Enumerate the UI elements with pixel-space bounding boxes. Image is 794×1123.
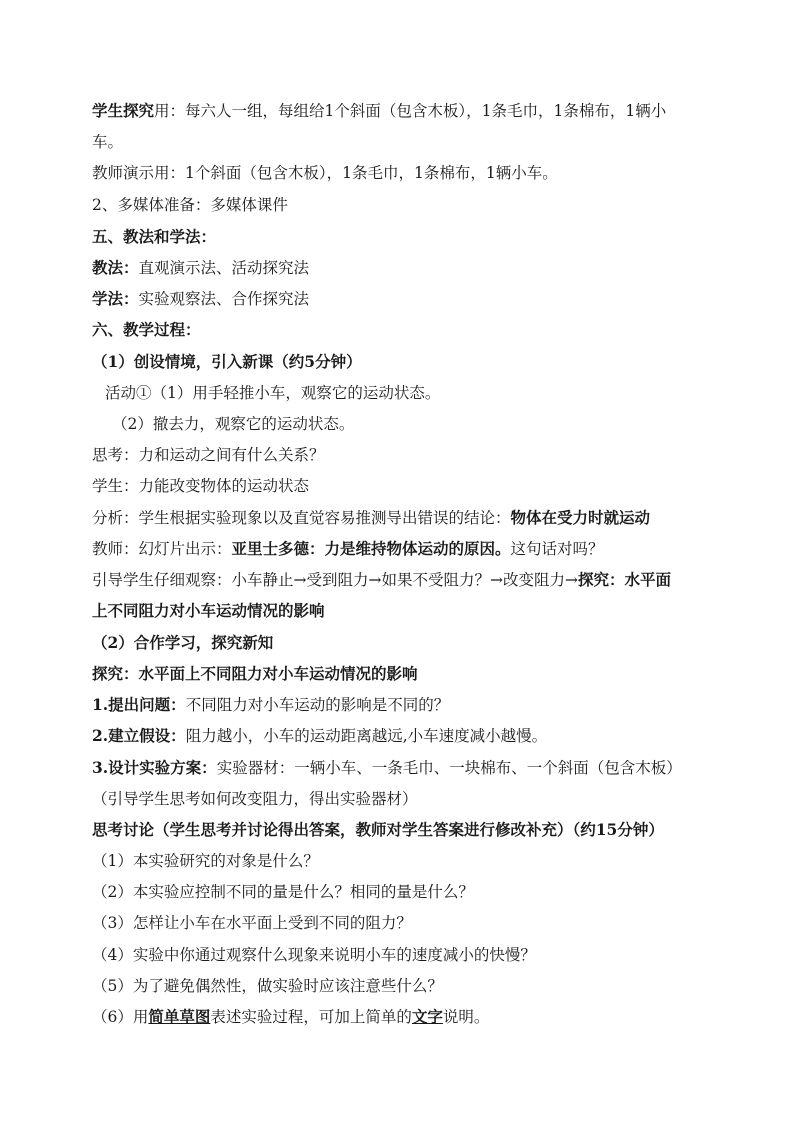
aristotle-quote: 亚里士多德：力是维持物体运动的原因。 <box>231 539 511 558</box>
explore-heading: 探究：水平面上不同阻力对小车运动情况的影响 <box>92 664 418 683</box>
question-6-pre: （6）用 <box>92 1008 149 1026</box>
learning-method-line <box>92 289 309 309</box>
student-label: 学生探究 <box>92 101 155 120</box>
discussion-heading: 思考讨论（学生思考并讨论得出答案，教师对学生答案进行修改补充）（约15分钟） <box>92 820 664 839</box>
hypothesis-line <box>92 726 547 746</box>
design-text: 实验器材：一辆小车、一条毛巾、一块棉布、一个斜面（包含木板） <box>216 759 682 777</box>
question-6-post: 说明。 <box>442 1008 490 1026</box>
student-answer-line: 学生：力能改变物体的运动状态 <box>92 477 310 495</box>
think-line: 思考：力和运动之间有什么关系？ <box>92 446 325 464</box>
question-3: （3）怎样让小车在水平面上受到不同的阻力？ <box>92 914 412 932</box>
teacher-slide-line <box>92 539 604 559</box>
learning-method-label: 学法： <box>92 289 139 308</box>
guide-line-cont: 上不同阻力对小车运动情况的影响 <box>92 601 325 620</box>
design-label: 3.设计实验方案： <box>92 758 217 777</box>
step-one-heading: （1）创设情境，引入新课（约5分钟） <box>92 352 362 371</box>
teaching-method-label: 教法： <box>92 258 139 277</box>
step-two-heading: （2）合作学习，探究新知 <box>92 633 274 652</box>
analysis-text: 分析：学生根据实验现象以及直觉容易推测导出错误的结论： <box>92 509 511 527</box>
teacher-demo-line: 教师演示用：1个斜面（包含木板），1条毛巾，1条棉布，1辆小车。 <box>92 164 558 182</box>
student-materials-cont: 车。 <box>92 133 124 151</box>
activity-line-1: 活动①（1）用手轻推小车，观察它的运动状态。 <box>105 384 441 402</box>
analysis-conclusion: 物体在受力时就运动 <box>510 508 651 527</box>
raise-question-label: 1.提出问题： <box>92 695 186 714</box>
question-1: （1）本实验研究的对象是什么？ <box>92 852 319 870</box>
section-five-heading: 五、教法和学法： <box>92 227 217 246</box>
learning-method-text: 实验观察法、合作探究法 <box>138 290 310 308</box>
design-note: （引导学生思考如何改变阻力，得出实验器材） <box>92 790 418 808</box>
analysis-line <box>92 508 650 528</box>
teacher-slide-pre: 教师：幻灯片出示： <box>92 540 232 558</box>
hypothesis-label: 2.建立假设： <box>92 726 186 745</box>
raise-question-text: 不同阻力对小车运动的影响是不同的？ <box>185 696 450 714</box>
raise-question-line <box>92 695 449 715</box>
guide-line <box>92 570 671 590</box>
student-materials-line <box>92 101 666 121</box>
teacher-slide-post: 这句话对吗？ <box>510 540 604 558</box>
question-5: （5）为了避免偶然性，做实验时应该注意些什么？ <box>92 977 443 995</box>
question-6 <box>92 1007 489 1027</box>
design-line <box>92 758 682 778</box>
activity-line-2: （2）撤去力，观察它的运动状态。 <box>112 415 355 433</box>
hypothesis-text: 阻力越小，小车的运动距离越远,小车速度减小越慢。 <box>185 727 548 745</box>
guide-text: 引导学生仔细观察：小车静止→受到阻力→如果不受阻力？→改变阻力→ <box>92 571 578 589</box>
multimedia-line: 2、多媒体准备：多媒体课件 <box>92 196 288 214</box>
guide-explore: 探究：水平面 <box>577 570 671 589</box>
teaching-method-text: 直观演示法、活动探究法 <box>138 259 310 277</box>
student-materials-text: 用：每六人一组，每组给1个斜面（包含木板），1条毛巾，1条棉布，1辆小 <box>154 102 667 120</box>
question-2: （2）本实验应控制不同的量是什么？相同的量是什么？ <box>92 883 474 901</box>
question-6-mid: 表述实验过程，可加上简单的 <box>210 1008 412 1026</box>
section-six-heading: 六、教学过程： <box>92 320 201 339</box>
question-4: （4）实验中你通过观察什么现象来说明小车的速度减小的快慢？ <box>92 946 536 964</box>
text-term: 文字 <box>411 1007 443 1026</box>
sketch-term: 简单草图 <box>148 1007 211 1026</box>
teaching-method-line <box>92 258 309 278</box>
